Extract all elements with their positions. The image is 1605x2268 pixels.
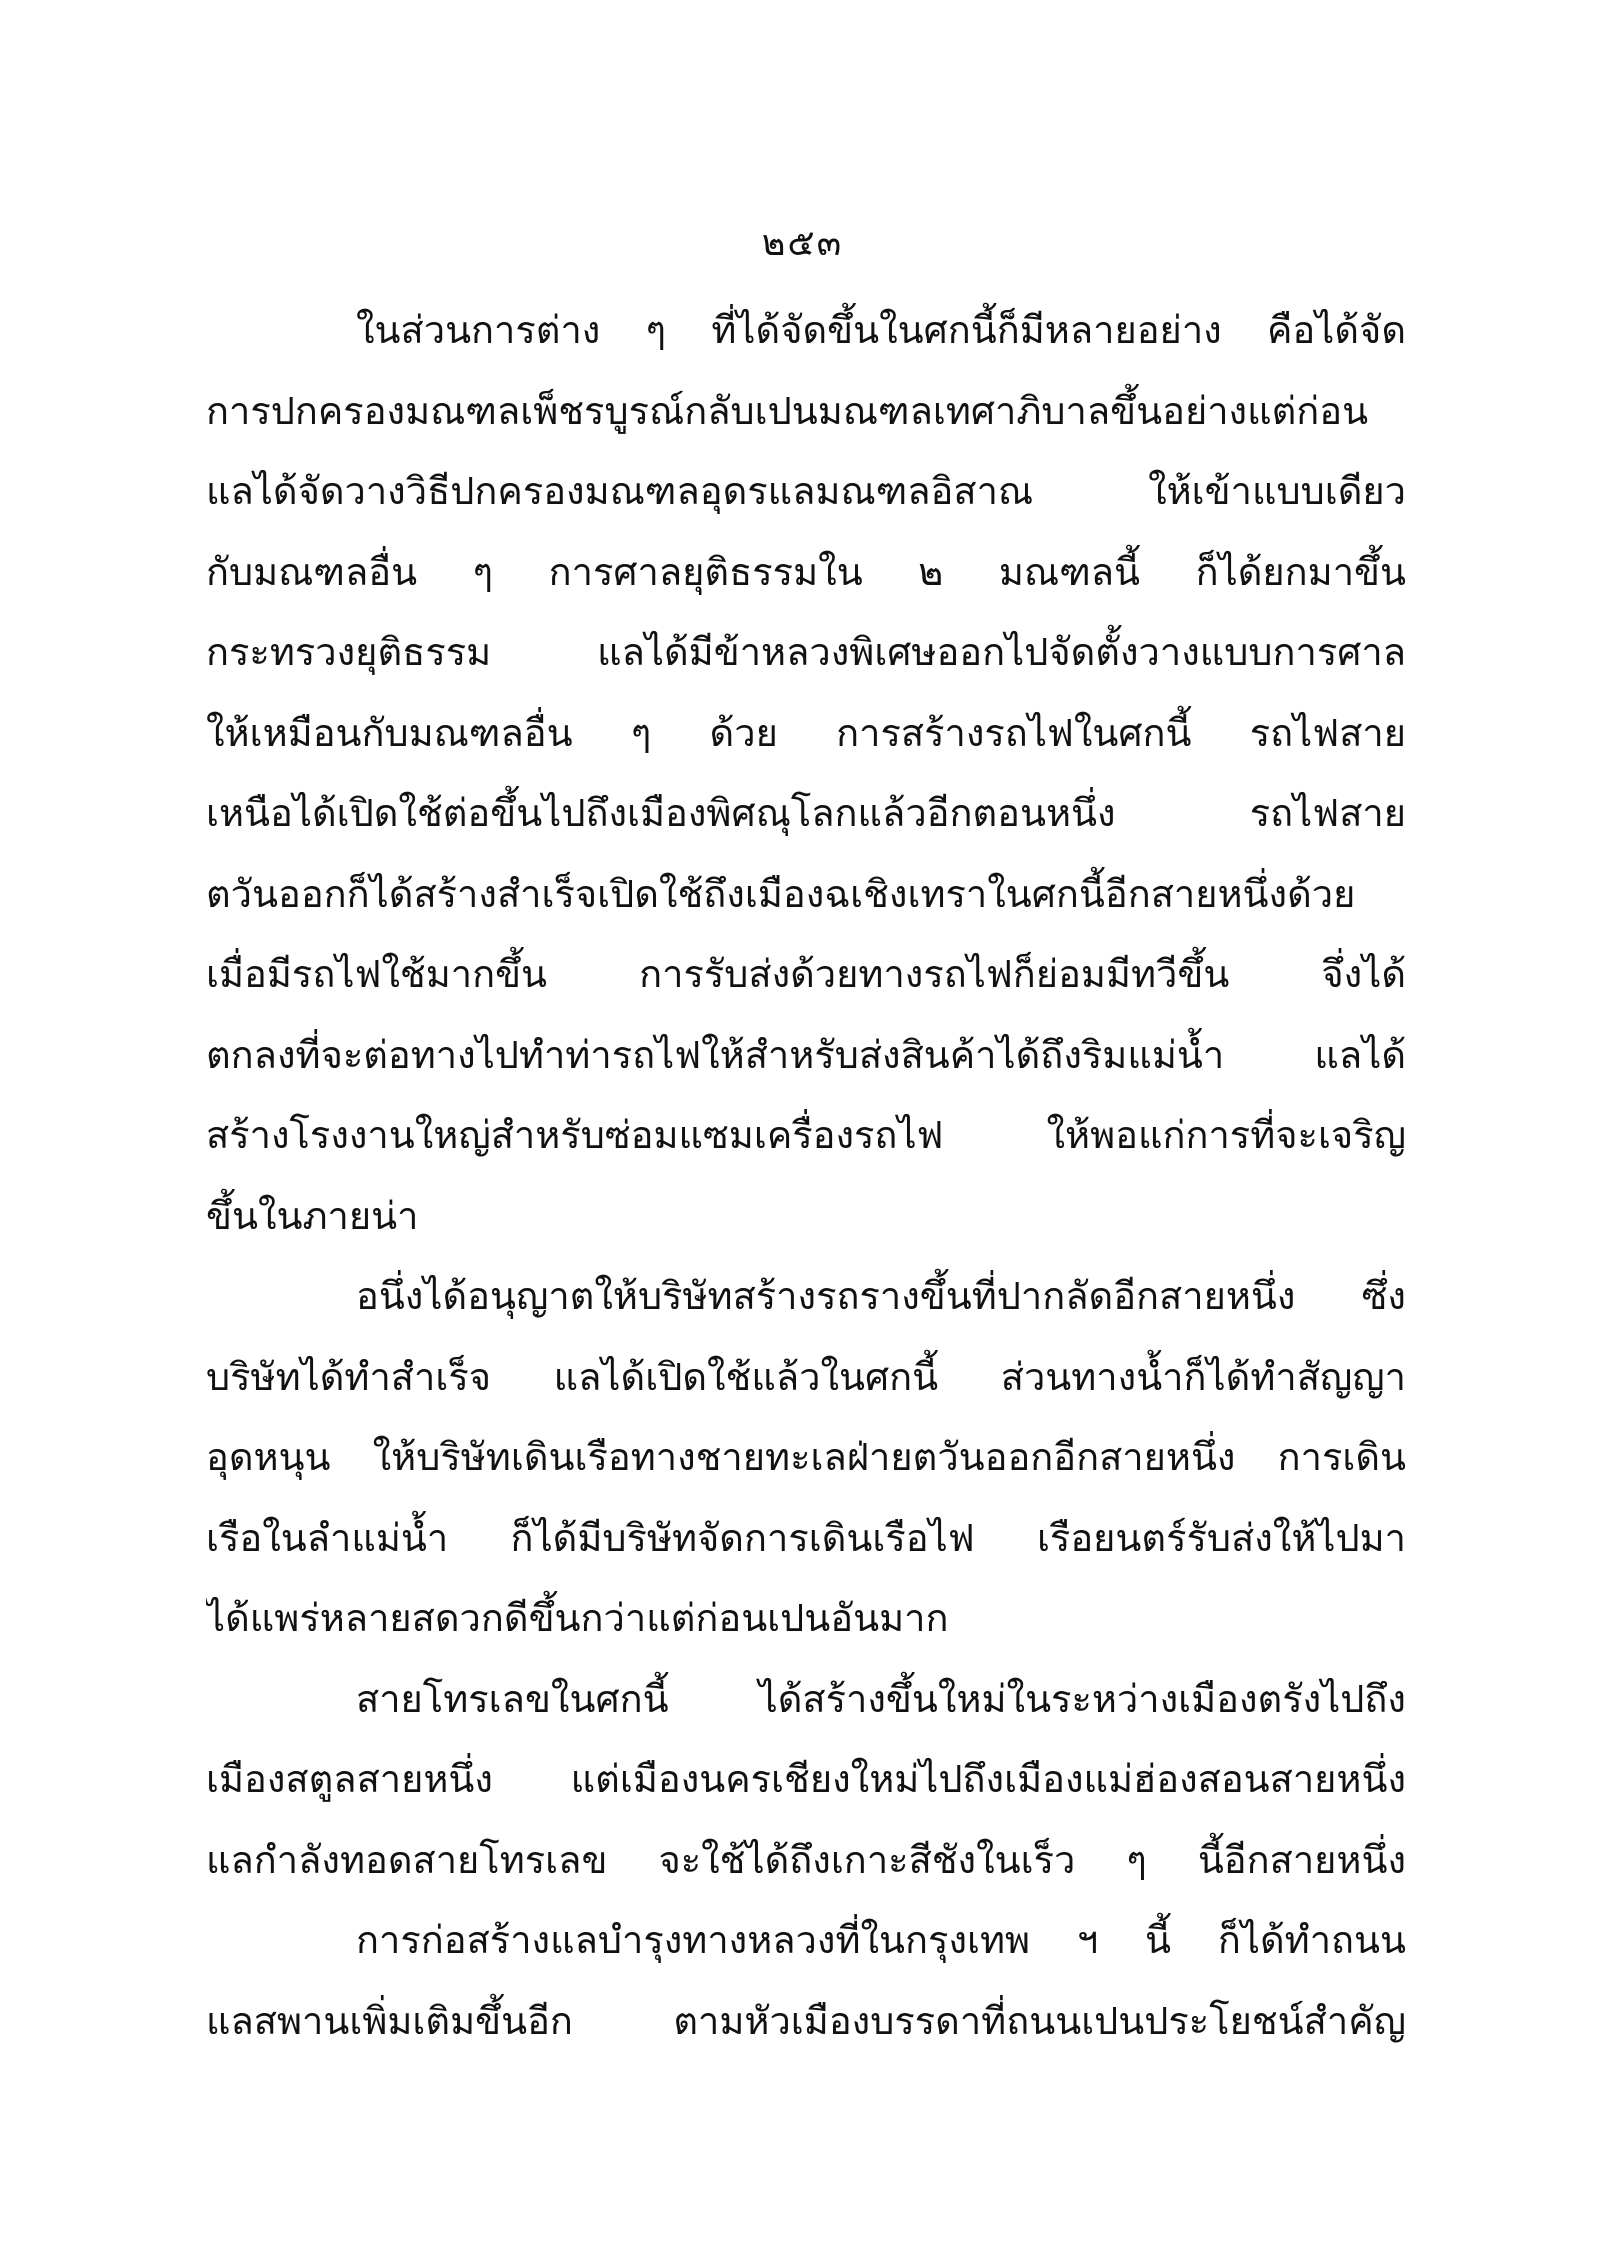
text-line: กระทรวงยุติธรรม แลได้มีข้าหลวงพิเศษออกไปจัดตั้งวางแบบการศาล bbox=[206, 630, 1406, 674]
text-line: ตวันออกก็ได้สร้างสำเร็จเปิดใช้ถึงเมืองฉเชิงเทราในศกนี้อีกสายหนึ่งด้วย bbox=[206, 871, 1356, 916]
text-line: สร้างโรงงานใหญ่สำหรับซ่อมแซมเครื่องรถไฟ ให้พอแก่การที่จะเจริญ bbox=[206, 1113, 1406, 1157]
text-line: เมื่อมีรถไฟใช้มากขึ้น การรับส่งด้วยทางรถไฟก็ย่อมมีทวีขึ้น จึ่งได้ bbox=[206, 952, 1406, 996]
page-number: ๒๕๓ bbox=[761, 223, 844, 264]
text-line: การปกครองมณฑลเพ็ชรบูรณ์กลับเปนมณฑลเทศาภิบาลขึ้นอย่างแต่ก่อน bbox=[206, 388, 1369, 433]
text-line: กับมณฑลอื่น ๆ การศาลยุติธรรมใน ๒ มณฑลนี้ ก็ได้ยกมาขึ้น bbox=[206, 549, 1406, 594]
text-line: ในส่วนการต่าง ๆ ที่ได้จัดขึ้นในศกนี้ก็มีหลายอย่าง คือได้จัด bbox=[356, 308, 1406, 352]
body-text bbox=[206, 290, 1406, 2061]
text-line: เรือในลำแม่น้ำ ก็ได้มีบริษัทจัดการเดินเรือไฟ เรือยนตร์รับส่งให้ไปมา bbox=[206, 1515, 1406, 1560]
text-line: ขึ้นในภายน่า bbox=[206, 1193, 419, 1238]
text-line: บริษัทได้ทำสำเร็จ แลได้เปิดใช้แล้วในศกนี้ ส่วนทางน้ำก็ได้ทำสัญญา bbox=[206, 1354, 1406, 1399]
text-line: สายโทรเลขในศกนี้ ได้สร้างขึ้นใหม่ในระหว่างเมืองตรังไปถึง bbox=[356, 1676, 1406, 1721]
text-line: ให้เหมือนกับมณฑลอื่น ๆ ด้วย การสร้างรถไฟในศกนี้ รถไฟสาย bbox=[206, 710, 1406, 755]
text-line: การก่อสร้างแลบำรุงทางหลวงที่ในกรุงเทพ ฯ นี้ ก็ได้ทำถนน bbox=[356, 1918, 1406, 1962]
text-line: อนึ่งได้อนุญาตให้บริษัทสร้างรถรางขึ้นที่ปากลัดอีกสายหนึ่ง ซึ่ง bbox=[356, 1274, 1406, 1318]
text-line: ได้แพร่หลายสดวกดีขึ้นกว่าแต่ก่อนเปนอันมาก bbox=[206, 1596, 949, 1640]
text-line: เหนือได้เปิดใช้ต่อขึ้นไปถึงเมืองพิศณุโลกแล้วอีกตอนหนึ่ง รถไฟสาย bbox=[206, 791, 1406, 835]
text-line: ตกลงที่จะต่อทางไปทำท่ารถไฟให้สำหรับส่งสินค้าได้ถึงริมแม่น้ำ แลได้ bbox=[206, 1032, 1406, 1077]
text-line: อุดหนุน ให้บริษัทเดินเรือทางชายทะเลฝ่ายตวันออกอีกสายหนึ่ง การเดิน bbox=[206, 1435, 1406, 1479]
text-line: แลสพานเพิ่มเติมขึ้นอีก ตามหัวเมืองบรรดาที่ถนนเปนประโยชน์สำคัญ bbox=[206, 1998, 1406, 2043]
text-line: แลกำลังทอดสายโทรเลข จะใช้ได้ถึงเกาะสีชังในเร็ว ๆ นี้อีกสายหนึ่ง bbox=[206, 1837, 1406, 1882]
text-line: แลได้จัดวางวิธีปกครองมณฑลอุดรแลมณฑลอิสาณ ให้เข้าแบบเดียว bbox=[206, 469, 1406, 513]
text-line: เมืองสตูลสายหนึ่ง แต่เมืองนครเชียงใหม่ไปถึงเมืองแม่ฮ่องสอนสายหนึ่ง bbox=[206, 1757, 1406, 1801]
